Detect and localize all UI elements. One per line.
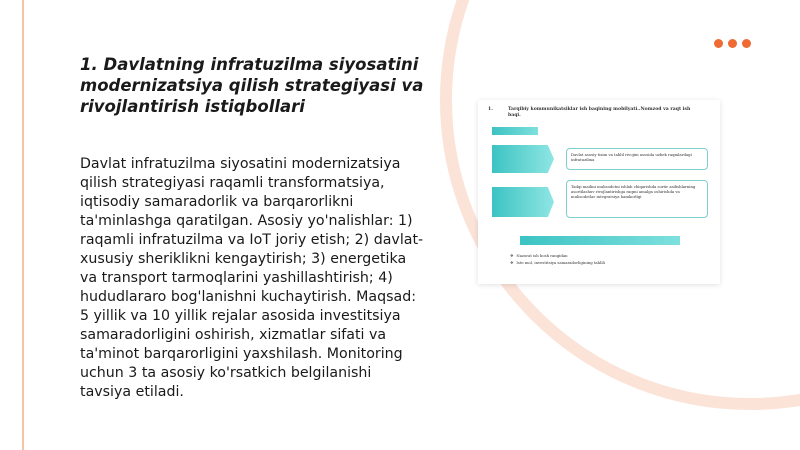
thumbnail-box-1: Davlat asosiy tizim va tahlil rivojini asosida uzbek raqmlardagi infratuzilma bbox=[566, 148, 708, 170]
thumbnail-bullet-list bbox=[510, 252, 605, 266]
slide-title: 1. Davlatning infratuzilma siyosatini modernizatsiya qilish strategiyasi va rivojlantirish istiqbollari bbox=[80, 55, 424, 116]
slide-thumbnail bbox=[478, 100, 720, 284]
thumbnail-arrow-1 bbox=[492, 145, 554, 173]
thumbnail-bullet: ❖ Iste mol, investitsiya samaradorligining tahlili bbox=[510, 259, 605, 266]
thumbnail-bar-bottom bbox=[520, 236, 680, 245]
dot bbox=[728, 39, 737, 48]
slide-body: Davlat infratuzilma siyosatini modernizatsiya qilish strategiyasi raqamli transformatsiya, iqtisodiy samaradorlik va barqarorlikni ta'minlashga qaratilgan. Asosiy yo'nalishlar: 1) raqamli infratuzilma va IoT joriy etish; 2) davlat-xususiy sheriklikni kengaytirish; 3) energetika va transport tarmoqlarini yashillashtirish; 4) hududlararo bog'lanishni kuchaytirish. Maqsad: 5 yillik va 10 yillik rejalar asosida investitsiya samaradorligini oshirish, xizmatlar sifati va ta'minot barqarorligini yaxshilash. Monitoring uchun 3 ta asosiy ko'rsatkich belgilanishi tavsiya etiladi. bbox=[80, 156, 424, 400]
decorative-line bbox=[22, 0, 24, 450]
thumbnail-number: 1. bbox=[488, 107, 493, 112]
thumbnail-title bbox=[488, 107, 698, 119]
thumbnail-bullet: ❖ Nazorat ish bosh rangidan bbox=[510, 252, 605, 259]
thumbnail-arrow-2 bbox=[492, 187, 554, 217]
thumbnail-title-text: Tarqibiy kommunikatsiklar ish baqining mobilyati..Nomzod va raqt ish baqi. bbox=[508, 107, 691, 118]
decorative-dots bbox=[714, 39, 751, 48]
dot bbox=[714, 39, 723, 48]
thumbnail-bar-top bbox=[492, 127, 538, 135]
thumbnail-box-2: Tadqi mailini mulisodotni ishlab chiqarishda sortir asilishlarning asortilashuv rivojlantirishga raqmi amalga oshirishda va mulisodotlar integratsiya hamkorligi bbox=[566, 180, 708, 218]
dot bbox=[742, 39, 751, 48]
